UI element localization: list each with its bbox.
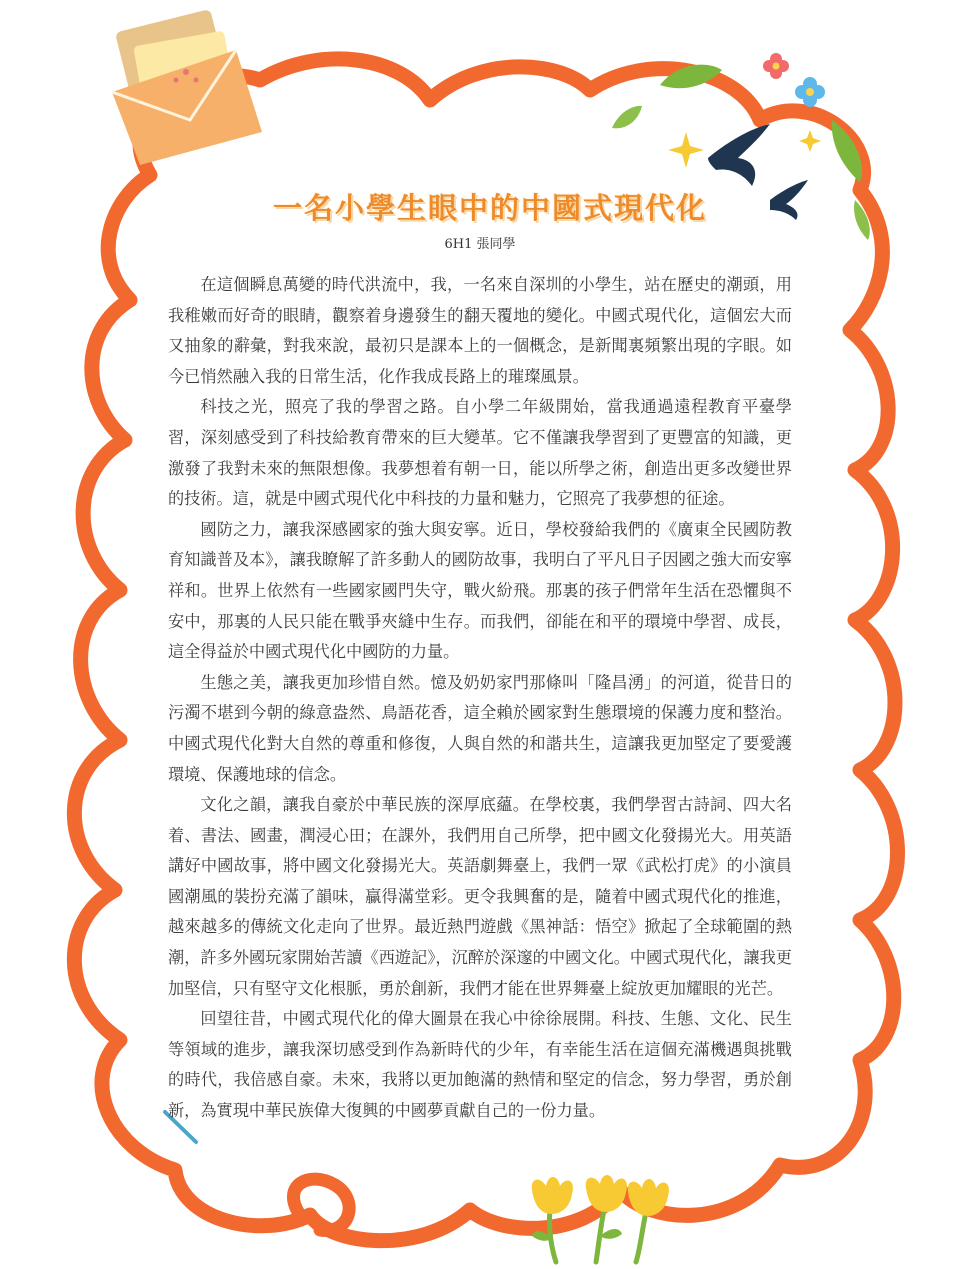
envelope-icon xyxy=(112,9,262,165)
paragraph-4: 生態之美，讓我更加珍惜自然。憶及奶奶家門那條叫「隆昌湧」的河道，從昔日的污濁不堪到今朝的綠意盎然、鳥語花香，這全賴於國家對生態環境的保護力度和整治。中國式現代化對大自然的尊重和修復，人與自然的和諧共生，這讓我更加堅定了要愛護環境、保護地球的信念。 xyxy=(168,672,792,784)
paragraph-1: 在這個瞬息萬變的時代洪流中，我，一名來自深圳的小學生，站在歷史的潮頭，用我稚嫩而好奇的眼睛，觀察着身邊發生的翻天覆地的變化。中國式現代化，這個宏大而又抽象的辭彙，對我來說，最初只是課本上的一個概念，是新聞裏頻繁出現的字眼。如今已悄然融入我的日常生活，化作我成長路上的璀璨風景。 xyxy=(168,275,792,386)
essay-body xyxy=(168,270,792,1127)
paragraph-6: 回望往昔，中國式現代化的偉大圖景在我心中徐徐展開。科技、生態、文化、民生等領域的進步，讓我深切感受到作為新時代的少年，有幸能生活在這個充滿機遇與挑戰的時代，我倍感自豪。未來，我將以更加飽滿的熱情和堅定的信念，努力學習，勇於創新，為實現中華民族偉大復興的中國夢貢獻自己的一份力量。 xyxy=(168,1009,792,1121)
page-title: 一名小學生眼中的中國式現代化 xyxy=(272,191,707,225)
tulip-icon xyxy=(532,1175,669,1262)
paragraph-5: 文化之韻，讓我自豪於中華民族的深厚底蘊。在學校裏，我們學習古詩詞、四大名着、書法、國畫，潤浸心田；在課外，我們用自己所學，把中國文化發揚光大。用英語講好中國故事，將中國文化發揚光大。英語劇舞臺上，我們一眾《武松打虎》的小演員國潮風的裝扮充滿了韻味，贏得滿堂彩。更令我興奮的是，隨着中國式現代化的推進，越來越多的傳統文化走向了世界。最近熱門遊戲《黑神話：悟空》掀起了全球範圍的熱潮，許多外國玩家開始苦讀《西遊記》，沉醉於深邃的中國文化。中國式現代化，讓我更加堅信，只有堅守文化根脈，勇於創新，我們才能在世界舞臺上綻放更加耀眼的光芒。 xyxy=(168,795,792,998)
author-line: 6H1 張同學 xyxy=(444,237,516,252)
flower-icon xyxy=(763,53,825,107)
paragraph-2: 科技之光，照亮了我的學習之路。自小學二年級開始，當我通過遠程教育平臺學習，深刻感受到了科技給教育帶來的巨大變革。它不僅讓我學習到了更豐富的知識，更激發了我對未來的無限想像。我夢想着有朝一日，能以所學之術，創造出更多改變世界的技術。這，就是中國式現代化中科技的力量和魅力，它照亮了我夢想的征途。 xyxy=(168,397,792,509)
paragraph-3: 國防之力，讓我深感國家的強大與安寧。近日，學校發給我們的《廣東全民國防教育知識普及本》，讓我瞭解了許多動人的國防故事，我明白了平凡日子因國之強大而安寧祥和。世界上依然有一些國家國門失守，戰火紛飛。那裏的孩子們常年生活在恐懼與不安中，那裏的人民只能在戰爭夾縫中生存。而我們，卻能在和平的環境中學習、成長，這全得益於中國式現代化中國防的力量。 xyxy=(168,519,792,662)
